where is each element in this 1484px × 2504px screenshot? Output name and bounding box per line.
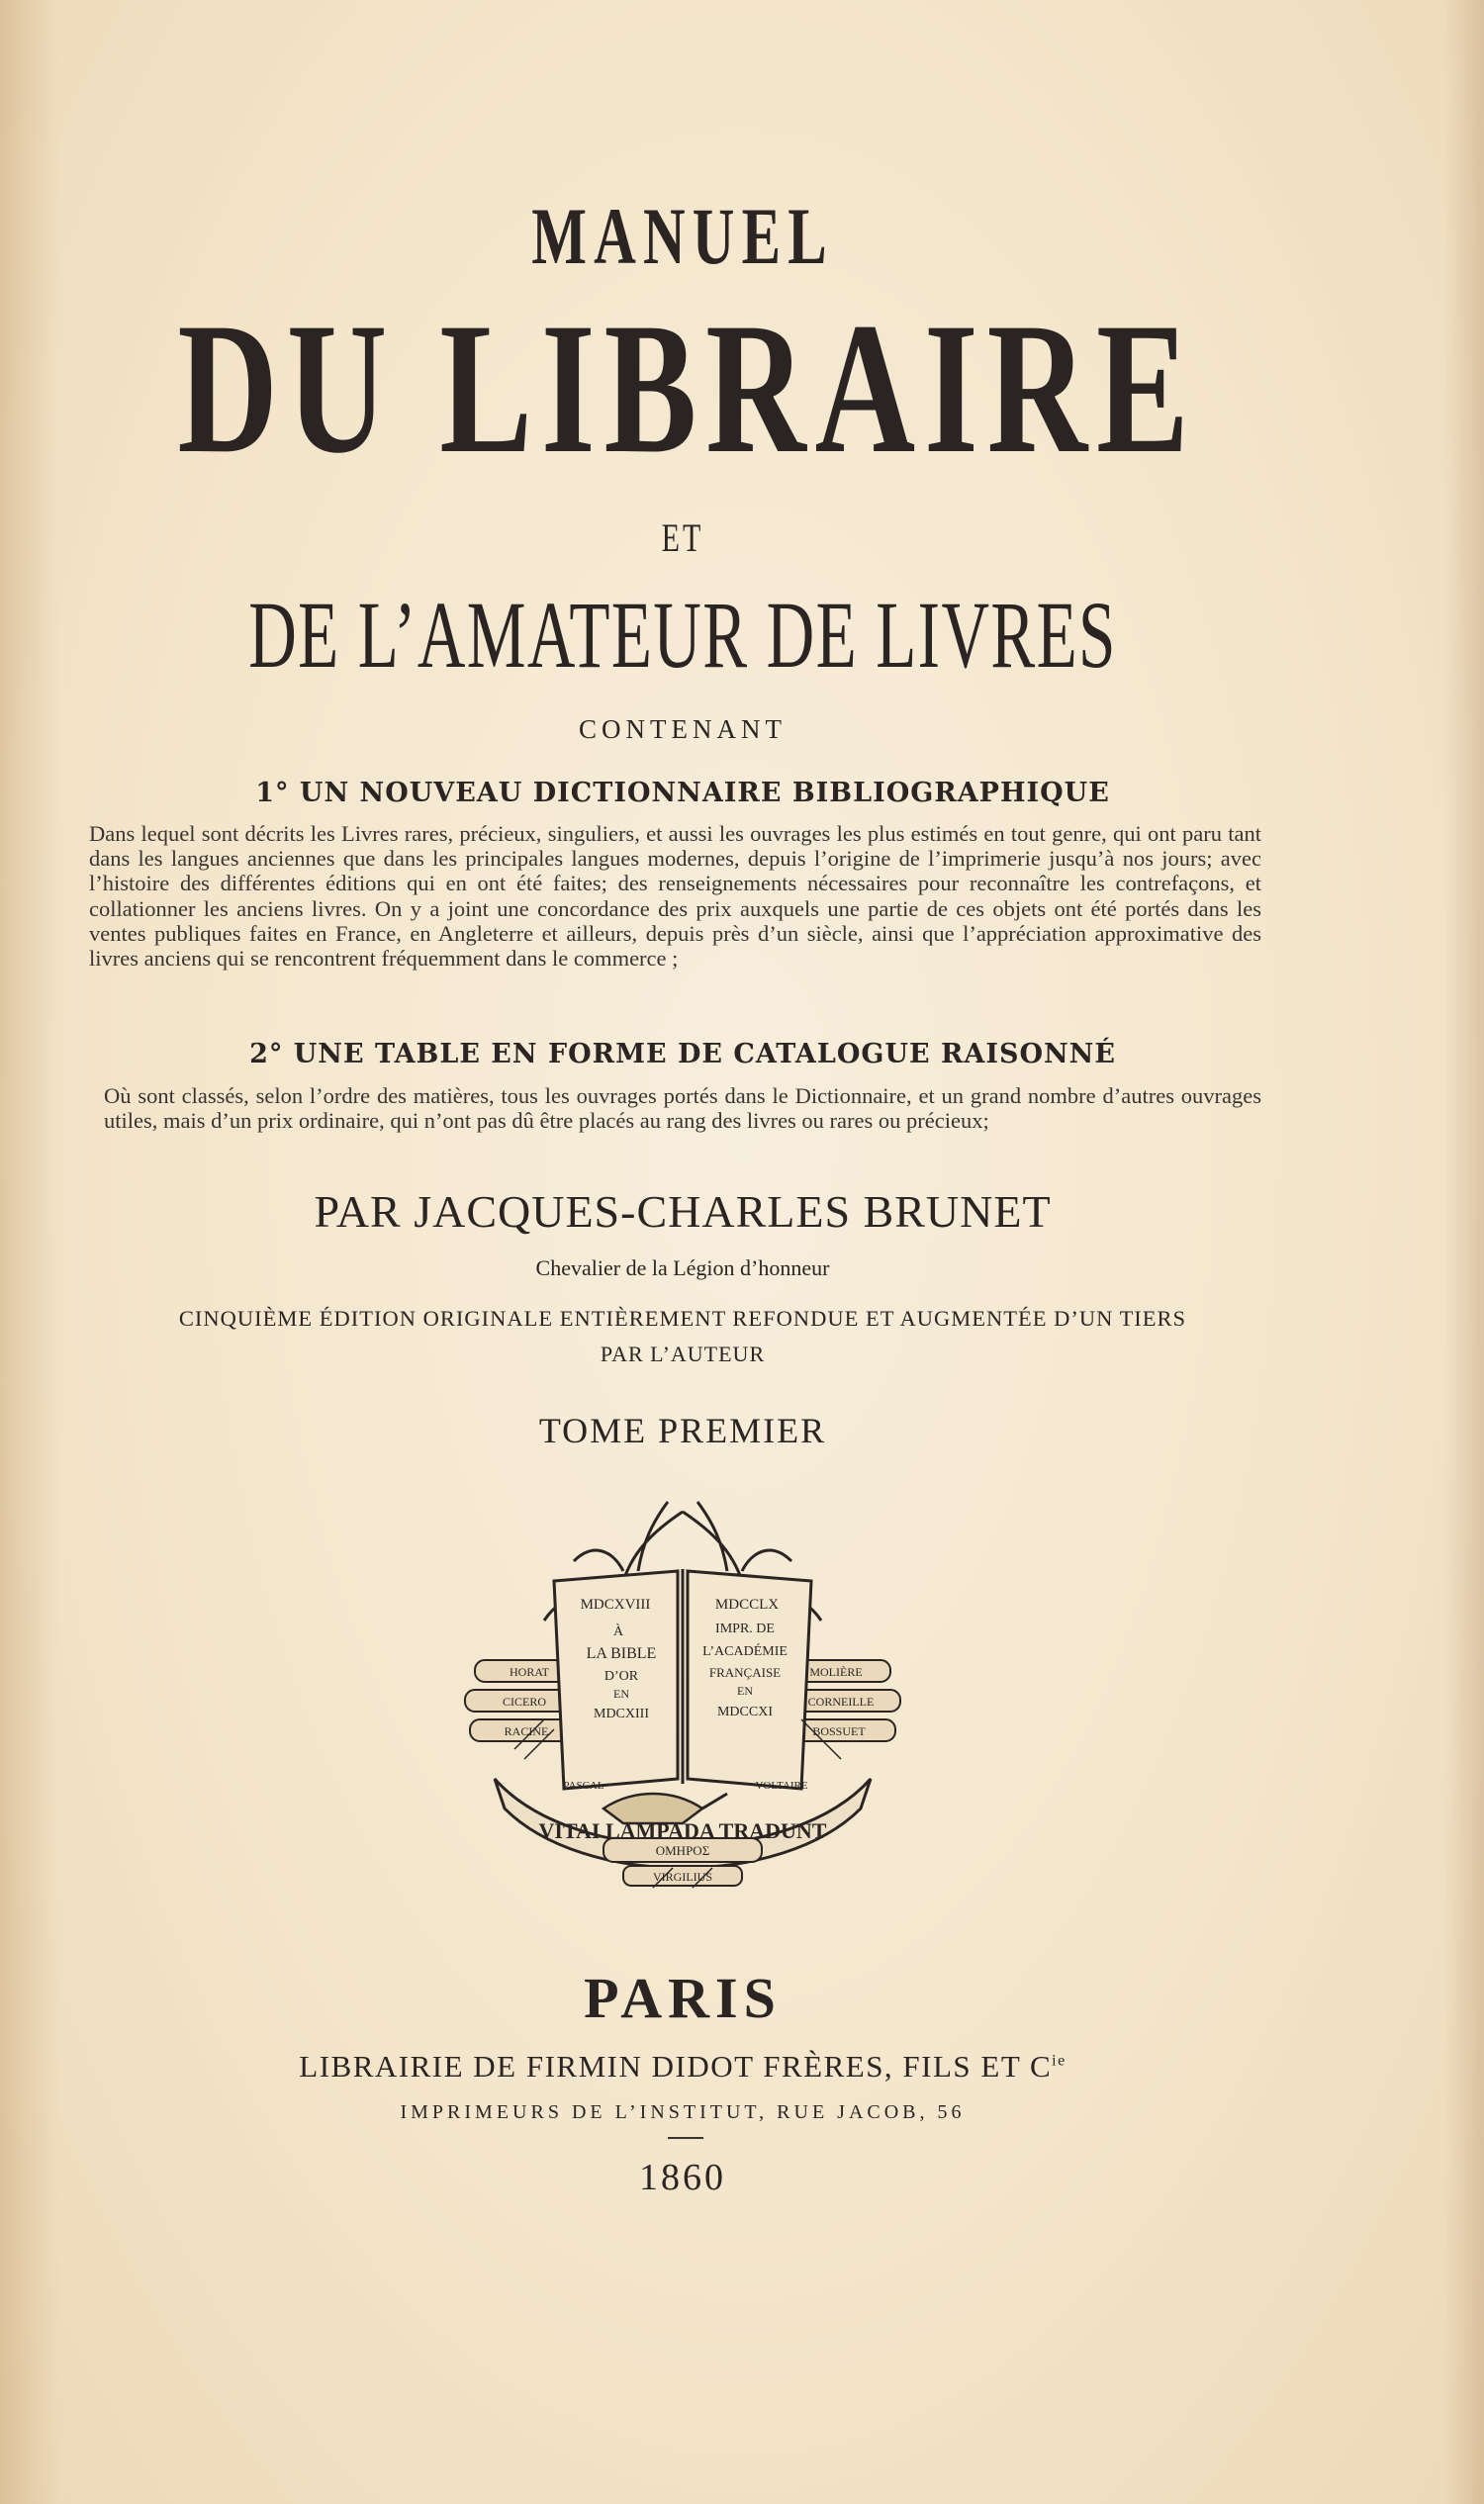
imprint-year: 1860 [639,2157,726,2198]
title-du-libraire: DU LIBRAIRE [177,285,1198,493]
book-spine-9: PASCAL [563,1780,604,1792]
author-honor: Chevalier de la Légion d’honneur [535,1255,830,1280]
left-page-line-6: MDCXIII [594,1707,649,1721]
vignette-motto: VITAI LAMPADA TRADUNT [538,1818,827,1843]
section2-heading: 2° UNE TABLE EN FORME DE CATALOGUE RAISONNÉ [249,1039,1116,1069]
printers-vignette [455,1492,910,1907]
edition-line: CINQUIÈME ÉDITION ORIGINALE ENTIÈREMENT REFONDUE ET AUGMENTÉE D’UN TIERS [178,1306,1187,1331]
title-de-lamateur: DE L’AMATEUR DE LIVRES [248,582,1117,688]
title-et: ET [661,515,704,560]
imprint-publisher-text: LIBRAIRIE DE FIRMIN DIDOT FRÈRES, FILS ET C [299,2049,1053,2084]
author-byline: PAR JACQUES-CHARLES BRUNET [314,1186,1052,1237]
imprint-publisher [0,2049,1365,2085]
title-manuel: MANUEL [531,191,834,281]
imprint-city: PARIS [584,1966,782,2030]
right-page-line-2: IMPR. DE [715,1622,775,1636]
left-page-line-1: MDCXVIII [580,1597,651,1613]
section1-heading: 1° UN NOUVEAU DICTIONNAIRE BIBLIOGRAPHIQUE [255,778,1110,808]
right-page-line-3: L’ACADÉMIE [702,1644,788,1659]
left-page-line-5: EN [613,1687,629,1701]
section1-text: Dans lequel sont décrits les Livres rares, précieux, singuliers, et aussi les ouvrages les plus estimés en tout genre, qui ont paru tant dans les langues anciennes que dans les principales langues modernes, depuis l’origine de l’imprimerie jusqu’à nos jours; avec l’histoire des différentes éditions qui en ont été faites; des renseignements nécessaires pour reconnaître les contrefaçons, et collationner les anciens livres. On y a joint une concordance des prix auxquels une partie de ces objets ont été portés dans les ventes publiques faites en France, en Angleterre et ailleurs, depuis près d’un siècle, ainsi que l’appréciation approximative des livres anciens qui se rencontrent fréquemment dans le commerce ; [89,821,1261,972]
right-page-line-1: MDCCLX [714,1597,780,1613]
volume-label: TOME PREMIER [538,1411,827,1450]
left-page-line-3: LA BIBLE [586,1645,657,1662]
imprint-printer: IMPRIMEURS DE L’INSTITUT, RUE JACOB, 56 [400,2101,966,2123]
right-page-line-4: FRANÇAISE [708,1665,782,1680]
book-spine-7: BOSSUET [812,1724,866,1738]
contenant-label: CONTENANT [579,714,787,744]
left-page-line-2: À [612,1624,624,1639]
book-spine-1: ΟΜΗΡΟΣ [655,1843,710,1858]
imprint-rule [668,2137,703,2139]
right-page-line-5: EN [737,1684,753,1698]
book-spine-5: MOLIÈRE [809,1665,863,1679]
book-spine-10: VOLTAIRE [755,1780,808,1792]
right-page-line-6: MDCCXI [716,1705,774,1719]
imprint-publisher-sup: ie [1052,2052,1067,2070]
left-page-line-4: D’OR [603,1669,639,1684]
book-spine-4: CICERO [502,1695,547,1709]
book-spine-3: HORAT [509,1665,550,1679]
book-spine-6: CORNEILLE [807,1695,875,1709]
book-spine-8: RACINE [504,1724,549,1738]
edition-author: PAR L’AUTEUR [600,1342,766,1366]
section2-text: Où sont classés, selon l’ordre des matières, tous les ouvrages portés dans le Dictionnaire, et un grand nombre d’autres ouvrages utiles, mais d’un prix ordinaire, qui n’ont pas dû être placés au rang des livres ou rares ou précieux; [104,1083,1261,1134]
book-spine-2: VIRGILIUS [653,1870,712,1884]
